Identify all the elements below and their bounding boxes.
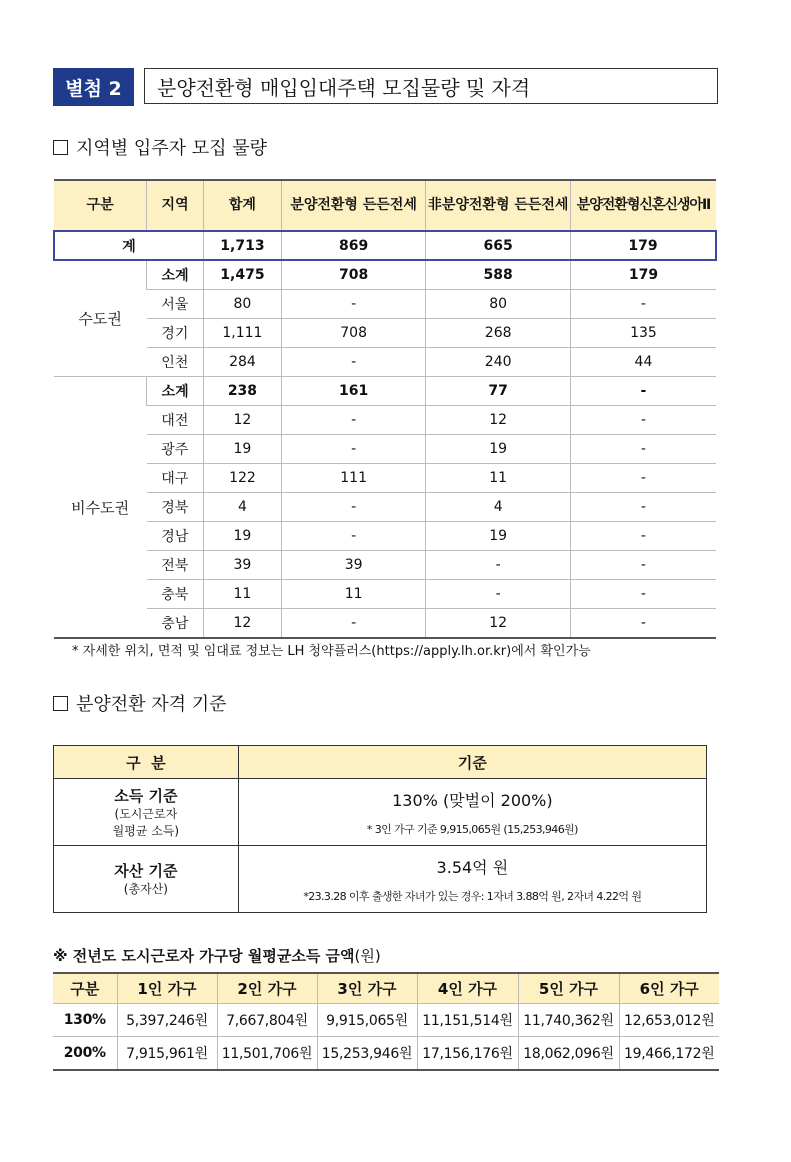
- asset-criteria-sub: (총자산): [123, 882, 168, 896]
- attachment-badge: 별첨 2: [53, 68, 134, 106]
- table-cell: 77: [426, 377, 571, 406]
- table-cell: 경기: [147, 319, 204, 348]
- col-header: 非분양전환형 든든전세: [426, 180, 571, 231]
- table-cell: 7,915,961원: [117, 1037, 217, 1071]
- table-cell: 4: [204, 493, 282, 522]
- table-cell: 충북: [147, 580, 204, 609]
- table-header-row: [53, 973, 719, 1004]
- table-cell: -: [426, 551, 571, 580]
- table-cell: 소계: [147, 260, 204, 290]
- criteria-value-cell: [238, 846, 706, 913]
- table-cell: -: [570, 406, 716, 435]
- table-cell: 111: [281, 464, 426, 493]
- table-cell: 18,062,096원: [518, 1037, 619, 1071]
- table-row: [54, 779, 707, 846]
- table-row: [54, 348, 716, 377]
- group-label-noncapital: 비수도권: [54, 377, 147, 639]
- income-criteria-detail: * 3인 가구 기준 9,915,065원 (15,253,946원): [366, 822, 578, 836]
- table-cell: 179: [570, 231, 716, 260]
- table-cell: -: [281, 522, 426, 551]
- table-row: [54, 319, 716, 348]
- table-cell: 80: [204, 290, 282, 319]
- row-label: 130%: [53, 1004, 117, 1037]
- table-cell: 11: [281, 580, 426, 609]
- table-cell: 665: [426, 231, 571, 260]
- document-title: 분양전환형 매입임대주택 모집물량 및 자격: [144, 68, 718, 104]
- col-header: 구 분: [54, 746, 239, 779]
- table-cell: 19: [204, 435, 282, 464]
- table-row: [54, 435, 716, 464]
- table-cell: 268: [426, 319, 571, 348]
- asset-criteria-detail: *23.3.28 이후 출생한 자녀가 있는 경우: 1자녀 3.88억 원, 2자녀 4.22억 원: [303, 889, 642, 903]
- table-cell: 12: [426, 609, 571, 639]
- table-header-row: [54, 746, 707, 779]
- eligibility-table: [53, 745, 707, 913]
- table-row: [54, 493, 716, 522]
- criteria-cell: [54, 779, 239, 846]
- col-header: 4인 가구: [417, 973, 518, 1004]
- table-cell: 5,397,246원: [117, 1004, 217, 1037]
- table-row: [54, 609, 716, 639]
- income-criteria-sub: (도시근로자: [114, 806, 178, 821]
- table-cell: -: [570, 464, 716, 493]
- table-cell: 588: [426, 260, 571, 290]
- table-cell: 122: [204, 464, 282, 493]
- col-header: 3인 가구: [317, 973, 417, 1004]
- table-cell: 708: [281, 260, 426, 290]
- table-cell: 238: [204, 377, 282, 406]
- table-row: [54, 522, 716, 551]
- table-cell: 240: [426, 348, 571, 377]
- table-cell: 인천: [147, 348, 204, 377]
- checkbox-square-icon: [53, 140, 68, 155]
- table-cell: 대구: [147, 464, 204, 493]
- income-criteria-label: 소득 기준: [114, 786, 178, 805]
- table-cell: -: [281, 406, 426, 435]
- table-cell: 12: [204, 406, 282, 435]
- table-cell: 12,653,012원: [619, 1004, 719, 1037]
- table-cell: 경북: [147, 493, 204, 522]
- table-cell: -: [570, 580, 716, 609]
- table-cell: -: [426, 580, 571, 609]
- table-cell: 대전: [147, 406, 204, 435]
- table-cell: 광주: [147, 435, 204, 464]
- table-header-row: [54, 180, 716, 231]
- table-row: [54, 846, 707, 913]
- table-cell: 19,466,172원: [619, 1037, 719, 1071]
- table-cell: 11: [426, 464, 571, 493]
- col-header: 6인 가구: [619, 973, 719, 1004]
- col-header: 2인 가구: [217, 973, 317, 1004]
- table-cell: 충남: [147, 609, 204, 639]
- table-row: [54, 377, 716, 406]
- col-header: 구분: [53, 973, 117, 1004]
- asset-criteria-value: 3.54억 원: [436, 857, 509, 877]
- table-cell: -: [570, 551, 716, 580]
- table-cell: 135: [570, 319, 716, 348]
- footnote: * 자세한 위치, 면적 및 임대료 정보는 LH 청약플러스(https://apply.lh.or.kr)에서 확인가능: [72, 644, 591, 659]
- table-cell: 12: [426, 406, 571, 435]
- col-header: 기준: [238, 746, 706, 779]
- table-cell: 19: [204, 522, 282, 551]
- criteria-cell: [54, 846, 239, 913]
- table-cell: 708: [281, 319, 426, 348]
- table-row: [54, 580, 716, 609]
- row-label: 200%: [53, 1037, 117, 1071]
- table-cell: 17,156,176원: [417, 1037, 518, 1071]
- income-table-title: [53, 945, 381, 966]
- section-heading-eligibility: [53, 690, 227, 716]
- criteria-value-cell: [238, 779, 706, 846]
- col-header: 1인 가구: [117, 973, 217, 1004]
- quota-table: [53, 179, 717, 639]
- table-cell: -: [570, 377, 716, 406]
- unit-label: (원): [354, 947, 381, 965]
- table-cell: -: [281, 435, 426, 464]
- table-cell: 11,501,706원: [217, 1037, 317, 1071]
- table-cell: 11: [204, 580, 282, 609]
- table-cell: 19: [426, 435, 571, 464]
- income-criteria-value: 130% (맞벌이 200%): [392, 790, 553, 810]
- table-cell: 284: [204, 348, 282, 377]
- table-row: [54, 464, 716, 493]
- total-label: 계: [54, 231, 204, 260]
- col-header: 지역: [147, 180, 204, 231]
- table-cell: 179: [570, 260, 716, 290]
- asset-criteria-label: 자산 기준: [114, 862, 178, 880]
- col-header: 분양전환형신혼신생아Ⅱ: [570, 180, 716, 231]
- table-cell: 161: [281, 377, 426, 406]
- col-header: 구분: [54, 180, 147, 231]
- table-cell: -: [570, 609, 716, 639]
- table-cell: -: [570, 290, 716, 319]
- income-criteria-sub: 월평균 소득): [112, 823, 180, 838]
- table-row: [53, 1004, 719, 1037]
- table-cell: 19: [426, 522, 571, 551]
- table-cell: 11,740,362원: [518, 1004, 619, 1037]
- table-cell: 1,111: [204, 319, 282, 348]
- table-cell: -: [281, 290, 426, 319]
- table-cell: 소계: [147, 377, 204, 406]
- table-cell: 39: [281, 551, 426, 580]
- col-header: 분양전환형 든든전세: [281, 180, 426, 231]
- table-cell: 44: [570, 348, 716, 377]
- section-title: 분양전환 자격 기준: [76, 694, 227, 715]
- table-row: [54, 406, 716, 435]
- income-table: [53, 972, 719, 1071]
- total-row: [54, 231, 716, 260]
- table-cell: 경남: [147, 522, 204, 551]
- col-header: 합계: [204, 180, 282, 231]
- table-cell: 4: [426, 493, 571, 522]
- table-row: [54, 290, 716, 319]
- table-cell: 1,713: [204, 231, 282, 260]
- table-cell: 서울: [147, 290, 204, 319]
- table-cell: -: [281, 493, 426, 522]
- table-cell: 80: [426, 290, 571, 319]
- income-table-title-text: ※ 전년도 도시근로자 가구당 월평균소득 금액: [53, 947, 355, 965]
- table-cell: -: [570, 435, 716, 464]
- table-row: [54, 551, 716, 580]
- section-heading-quota: [53, 134, 267, 160]
- table-row: [53, 1037, 719, 1071]
- table-cell: 15,253,946원: [317, 1037, 417, 1071]
- table-cell: 11,151,514원: [417, 1004, 518, 1037]
- table-cell: 7,667,804원: [217, 1004, 317, 1037]
- checkbox-square-icon: [53, 696, 68, 711]
- table-cell: -: [281, 609, 426, 639]
- col-header: 5인 가구: [518, 973, 619, 1004]
- table-row: [54, 260, 716, 290]
- table-cell: 869: [281, 231, 426, 260]
- table-cell: 12: [204, 609, 282, 639]
- table-cell: -: [570, 493, 716, 522]
- table-cell: 1,475: [204, 260, 282, 290]
- table-cell: -: [570, 522, 716, 551]
- table-cell: 전북: [147, 551, 204, 580]
- table-cell: 39: [204, 551, 282, 580]
- table-cell: -: [281, 348, 426, 377]
- table-cell: 9,915,065원: [317, 1004, 417, 1037]
- group-label-capital: 수도권: [54, 260, 147, 377]
- section-title: 지역별 입주자 모집 물량: [76, 138, 268, 159]
